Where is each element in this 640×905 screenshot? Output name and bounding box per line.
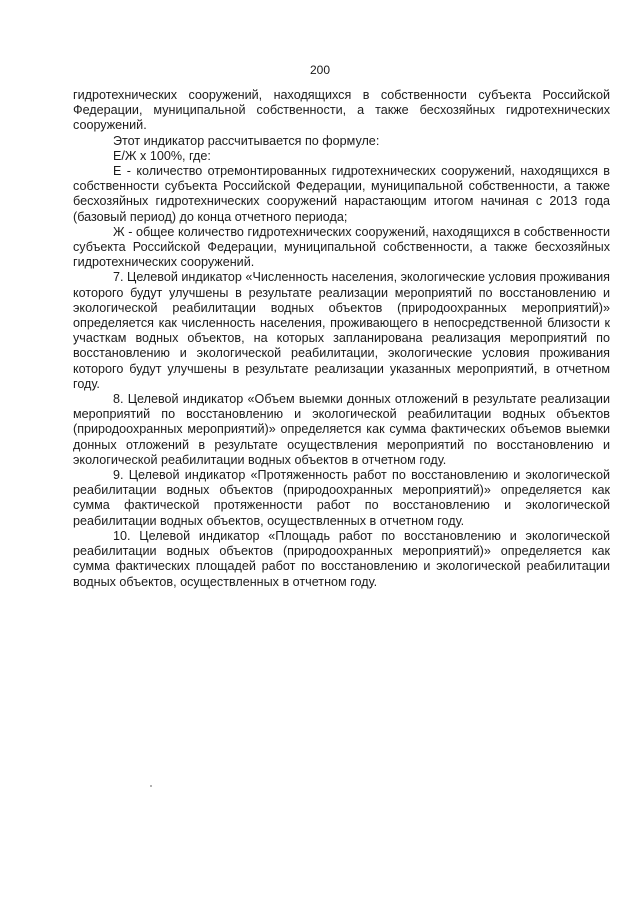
page-number: 200 — [309, 63, 331, 77]
paragraph-indicator-9: 9. Целевой индикатор «Протяженность работ по восстановлению и экологической реабилитации водных объектов (природоохранных мероприятий)» определяется как сумма фактической протяженности работ по восстановлению и экологической реабилитации водных объектов, осуществленных в отчетном году. — [73, 468, 610, 528]
paragraph-formula-intro: Этот индикатор рассчитывается по формуле: — [113, 133, 380, 148]
paragraph-indicator-10: 10. Целевой индикатор «Площадь работ по восстановлению и экологической реабилитации водных объектов (природоохранных мероприятий)» определяется как сумма фактических площадей работ по восстановлению и экологической реабилитации водных объектов, осуществленных в отчетном году. — [73, 528, 610, 589]
paragraph-definition-zh: Ж - общее количество гидротехнических сооружений, находящихся в собственности субъекта Российской Федерации, муниципальной собственности, а также бесхозяйных гидротехнических сооружений. — [73, 224, 610, 270]
paragraph-continuation: гидротехнических сооружений, находящихся в собственности субъекта Российской Федерации, муниципальной собственности, а также бесхозяйных гидротехнических сооружений. — [73, 88, 610, 133]
body-text — [73, 88, 610, 590]
paragraph-indicator-7: 7. Целевой индикатор «Численность населения, экологические условия проживания которого будут улучшены в результате реализации мероприятий по восстановлению и экологической реабилитации водных объектов (природоохранных мероприятий)» определяется как численность населения, проживающего в непосредственной близости к участкам водных объектов, на которых запланирована реализация мероприятий по восстановлению и экологической реабилитации, экологические условия проживания которого будут улучшены в результате реализации указанных мероприятий, в отчетном году. — [73, 270, 610, 391]
scan-dot — [150, 785, 152, 787]
paragraph-indicator-8: 8. Целевой индикатор «Объем выемки донных отложений в результате реализации мероприятий по восстановлению и экологической реабилитации водных объектов (природоохранных мероприятий)» определяется как сумма фактических объемов выемки донных отложений в результате осуществления мероприятий по восстановлению и экологической реабилитации водных объектов в отчетном году. — [73, 392, 610, 467]
paragraph-definition-e: Е - количество отремонтированных гидротехнических сооружений, находящихся в собственности субъекта Российской Федерации, муниципальной собственности, а также бесхозяйных гидротехнических сооружений нарастающим итогом начиная с 2013 года (базовый период) до конца отчетного периода; — [73, 164, 610, 224]
paragraph-formula: Е/Ж х 100%, где: — [113, 148, 211, 163]
